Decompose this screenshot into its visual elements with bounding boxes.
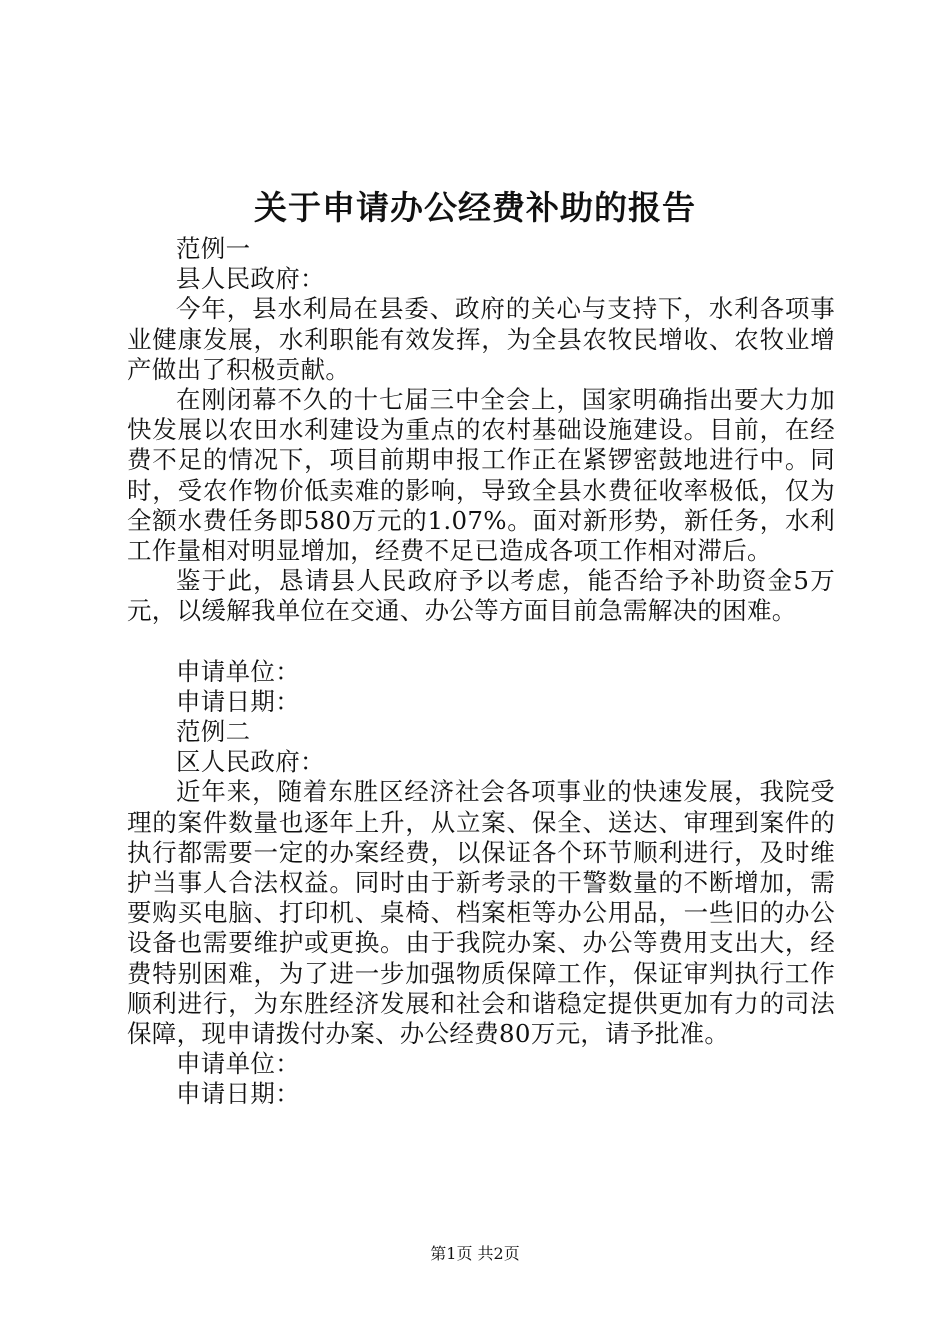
document-title: 关于申请办公经费补助的报告 <box>254 188 696 227</box>
example2-applicant-label: 申请单位： <box>176 1049 300 1079</box>
page-footer: 第1页 共2页 <box>430 1244 520 1263</box>
example2-heading: 范例二 <box>176 717 251 747</box>
blank-line <box>127 627 835 657</box>
document-body <box>127 234 835 1110</box>
example2-date-label: 申请日期： <box>176 1079 300 1109</box>
example1-paragraph-1: 今年，县水利局在县委、政府的关心与支持下，水利各项事业健康发展，水利职能有效发挥，为全县农牧民增收、农牧业增产做出了积极贡献。 <box>127 294 835 384</box>
example2-addressee: 区人民政府： <box>176 747 325 777</box>
example2-paragraph-1: 近年来，随着东胜区经济社会各项事业的快速发展，我院受理的案件数量也逐年上升，从立案、保全、送达、审理到案件的执行都需要一定的办案经费，以保证各个环节顺利进行，及时维护当事人合法权益。同时由于新考录的干警数量的不断增加，需要购买电脑、打印机、桌椅、档案柜等办公用品，一些旧的办公设备也需要维护或更换。由于我院办案、办公等费用支出大，经费特别困难，为了进一步加强物质保障工作，保证审判执行工作顺利进行，为东胜经济发展和社会和谐稳定提供更加有力的司法保障，现申请拨付办案、办公经费80万元，请予批准。 <box>127 777 835 1049</box>
example1-applicant-label: 申请单位： <box>176 656 300 686</box>
example1-paragraph-3: 鉴于此，恳请县人民政府予以考虑，能否给予补助资金5万元，以缓解我单位在交通、办公等方面目前急需解决的困难。 <box>127 566 835 626</box>
example1-addressee: 县人民政府： <box>176 264 325 294</box>
example1-heading: 范例一 <box>176 234 251 263</box>
example1-paragraph-2: 在刚闭幕不久的十七届三中全会上，国家明确指出要大力加快发展以农田水利建设为重点的农村基础设施建设。目前，在经费不足的情况下，项目前期申报工作正在紧锣密鼓地进行中。同时，受农作物价低卖难的影响，导致全县水费征收率极低，仅为全额水费任务即580万元的1.07%。面对新形势，新任务，水利工作量相对明显增加，经费不足已造成各项工作相对滞后。 <box>127 385 836 566</box>
example1-date-label: 申请日期： <box>176 686 300 716</box>
